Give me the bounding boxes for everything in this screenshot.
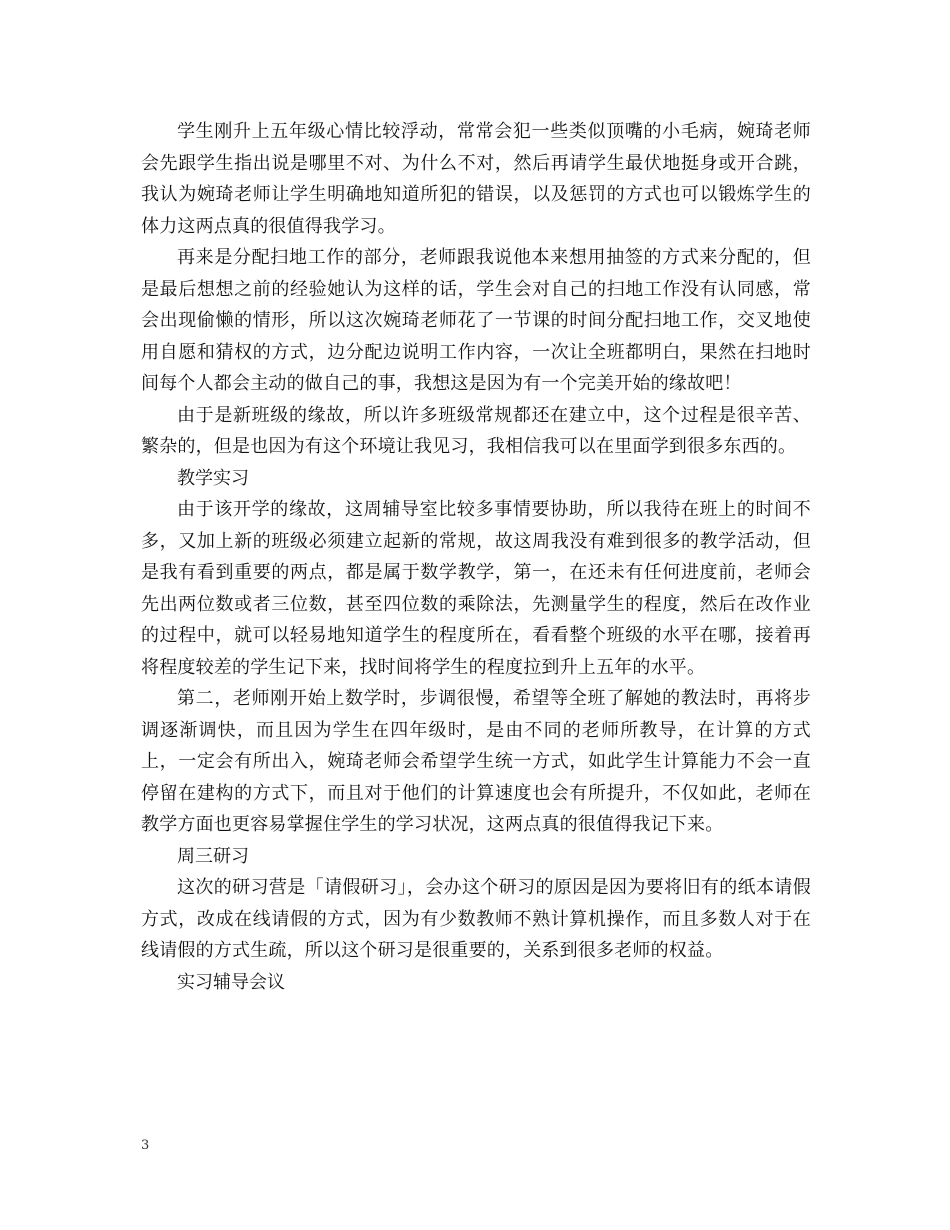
paragraph-cleaning-duty: 再来是分配扫地工作的部分，老师跟我说他本来想用抽签的方式来分配的，但是最后想想之前的经验她认为这样的话，学生会对自己的扫地工作没有认同感，常会出现偷懒的情形，所以这次婉琦老师花了一节课的时间分配扫地工作，交叉地使用自愿和猜权的方式，边分配边说明工作内容，一次让全班都明白，果然在扫地时间每个人都会主动的做自己的事，我想这是因为有一个完美开始的缘故吧！ [141, 247, 811, 394]
document-body [141, 116, 811, 998]
paragraph-teaching-first: 由于该开学的缘故，这周辅导室比较多事情要协助，所以我待在班上的时间不多，又加上新的班级必须建立起新的常规，故这周我没有难到很多的教学活动，但是我有看到重要的两点，都是属于数学教学，第一，在还未有任何进度前，老师会先出两位数或者三位数，甚至四位数的乘除法，先测量学生的程度，然后在改作业的过程中，就可以轻易地知道学生的程度所在，看看整个班级的水平在哪，接着再将程度较差的学生记下来，找时间将学生的程度拉到升上五年的水平。 [141, 499, 811, 678]
paragraph-teaching-second: 第二，老师刚开始上数学时，步调很慢，希望等全班了解她的教法时，再将步调逐渐调快，而且因为学生在四年级时，是由不同的老师所教导，在计算的方式上，一定会有所出入，婉琦老师会希望学生统一方式，如此学生计算能力不会一直停留在建构的方式下，而且对于他们的计算速度也会有所提升，不仅如此，老师在教学方面也更容易掌握住学生的学习状况，这两点真的很值得我记下来。 [141, 688, 811, 835]
paragraph-discipline: 学生刚升上五年级心情比较浮动，常常会犯一些类似顶嘴的小毛病，婉琦老师会先跟学生指出说是哪里不对、为什么不对，然后再请学生最伏地挺身或开合跳，我认为婉琦老师让学生明确地知道所犯的错误，以及惩罚的方式也可以锻炼学生的体力这两点真的很值得我学习。 [141, 121, 811, 237]
page-number: 3 [141, 1138, 150, 1153]
paragraph-new-class: 由于是新班级的缘故，所以许多班级常规都还在建立中，这个过程是很辛苦、繁杂的，但是也因为有这个环境让我见习，我相信我可以在里面学到很多东西的。 [141, 404, 811, 457]
section-heading-meeting: 实习辅导会议 [177, 971, 285, 993]
section-heading-wednesday: 周三研习 [177, 845, 249, 867]
section-heading-teaching: 教学实习 [177, 467, 249, 489]
paragraph-wednesday-workshop: 这次的研习营是「请假研习」，会办这个研习的原因是因为要将旧有的纸本请假方式，改成在线请假的方式，因为有少数教师不熟计算机操作，而且多数人对于在线请假的方式生疏，所以这个研习是很重要的，关系到很多老师的权益。 [141, 877, 811, 961]
